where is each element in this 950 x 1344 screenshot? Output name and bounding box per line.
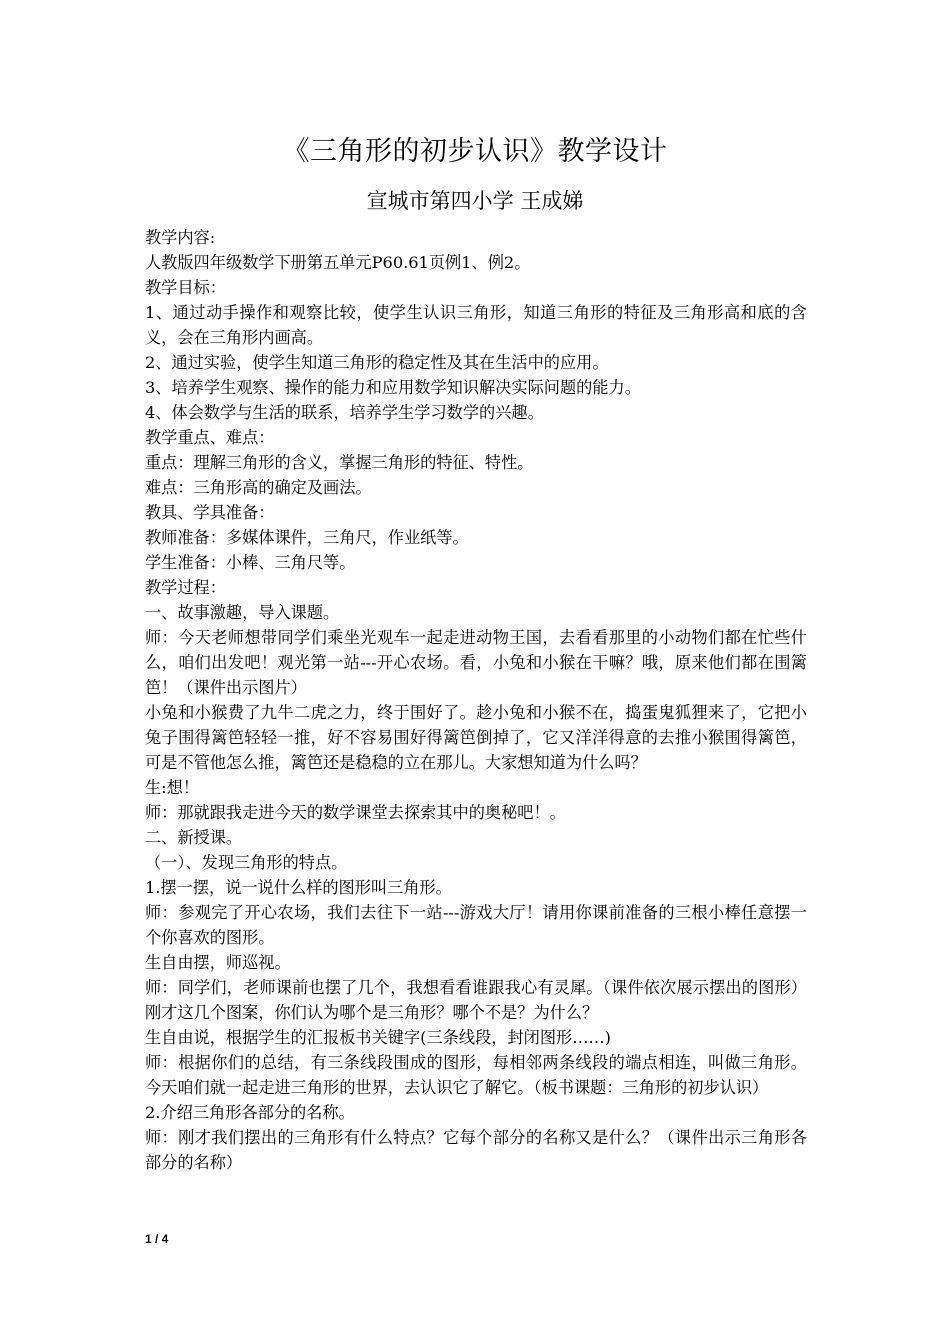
paragraph: 生自由摆，师巡视。 (145, 953, 291, 972)
paragraph: 师：参观完了开心农场，我们去往下一站---游戏大厅！请用你课前准备的三根小棒任意摆一个你喜欢的图形。 (145, 903, 807, 947)
paragraph: 教学重点、难点： (145, 428, 275, 447)
paragraph: 小兔和小猴费了九牛二虎之力，终于围好了。趁小兔和小猴不在，捣蛋鬼狐狸来了，它把小兔子围得篱笆轻轻一推，好不容易围好得篱笆倒掉了，它又洋洋得意的去推小猴围得篱笆，可是不管他怎么推，篱笆还是稳稳的立在那儿。大家想知道为什么吗？ (145, 703, 807, 772)
paragraph: 2.介绍三角形各部分的名称。 (145, 1103, 355, 1122)
paragraph: 2、通过实验，使学生知道三角形的稳定性及其在生活中的应用。 (145, 353, 609, 372)
paragraph: 4、体会数学与生活的联系，培养学生学习数学的兴趣。 (145, 403, 544, 422)
document-title: 《三角形的初步认识》教学设计 (282, 136, 668, 167)
paragraph: 1.摆一摆，说一说什么样的图形叫三角形。 (145, 878, 452, 897)
paragraph: 教具、学具准备： (145, 503, 275, 522)
page-number: 1 / 4 (145, 1232, 169, 1246)
document-body (145, 225, 807, 1175)
paragraph: 生:想！ (145, 778, 200, 797)
paragraph: 师：那就跟我走进今天的数学课堂去探索其中的奥秘吧！。 (145, 803, 566, 822)
paragraph: 一、故事激趣，导入课题。 (145, 603, 340, 622)
paragraph: 师：今天老师想带同学们乘坐光观车一起走进动物王国，去看看那里的小动物们都在忙些什么，咱们出发吧！观光第一站---开心农场。看，小兔和小猴在干嘛？哦，原来他们都在围篱笆！（课件出示图片） (145, 628, 807, 697)
paragraph: 教师准备：多媒体课件，三角尺，作业纸等。 (145, 528, 469, 547)
paragraph: 二、新授课。 (145, 828, 243, 847)
paragraph: 重点：理解三角形的含义，掌握三角形的特征、特性。 (145, 453, 534, 472)
paragraph: 难点：三角形高的确定及画法。 (145, 478, 372, 497)
paragraph: 3、培养学生观察、操作的能力和应用数学知识解决实际问题的能力。 (145, 378, 641, 397)
paragraph: 人教版四年级数学下册第五单元P60.61页例1、例2。 (145, 253, 531, 272)
paragraph: 生自由说，根据学生的汇报板书关键字(三条线段，封闭图形……) (145, 1028, 611, 1047)
paragraph: 师：同学们，老师课前也摆了几个，我想看看谁跟我心有灵犀。（课件依次展示摆出的图形）刚才这几个图案，你们认为哪个是三角形？哪个不是？为什么？ (145, 978, 807, 1022)
paragraph: （一）、发现三角形的特点。 (145, 853, 348, 872)
paragraph: 教学目标： (145, 278, 226, 297)
paragraph: 1、通过动手操作和观察比较，使学生认识三角形，知道三角形的特征及三角形高和底的含义，会在三角形内画高。 (145, 303, 807, 347)
paragraph: 教学内容: (145, 228, 216, 247)
paragraph: 师：刚才我们摆出的三角形有什么特点？它每个部分的名称又是什么？（课件出示三角形各部分的名称） (145, 1128, 807, 1172)
paragraph: 学生准备：小棒、三角尺等。 (145, 553, 356, 572)
paragraph: 教学过程： (145, 578, 226, 597)
document-subtitle: 宣城市第四小学 王成娣 (366, 189, 584, 213)
paragraph: 师：根据你们的总结，有三条线段围成的图形，每相邻两条线段的端点相连，叫做三角形。今天咱们就一起走进三角形的世界，去认识它了解它。（板书课题：三角形的初步认识） (145, 1053, 807, 1097)
